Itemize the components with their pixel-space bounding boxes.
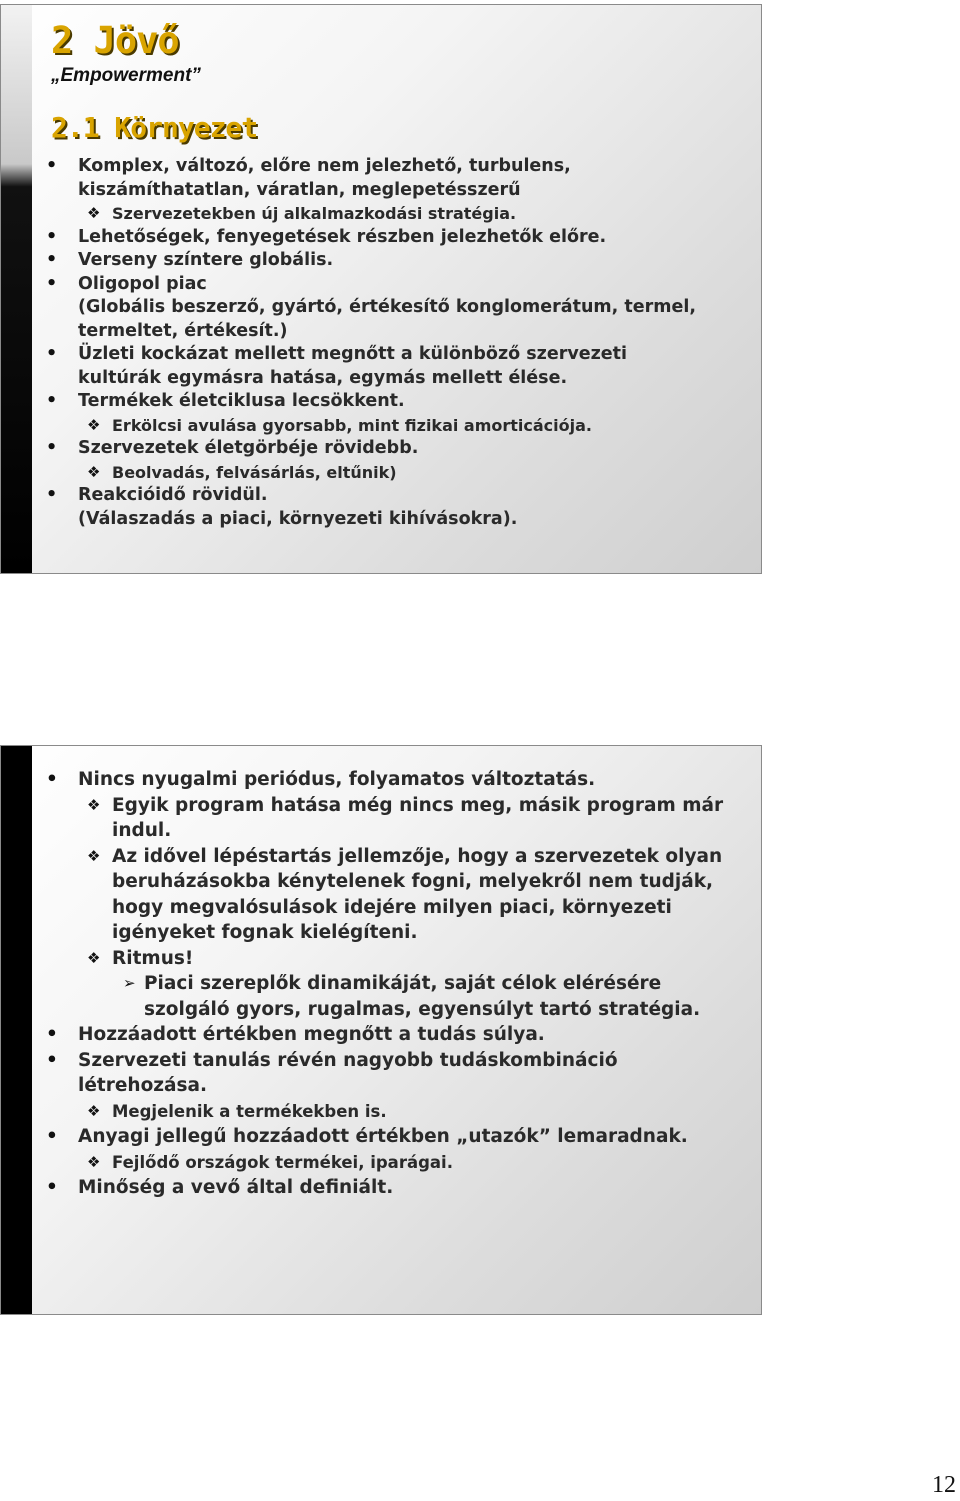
list-item bbox=[1, 296, 747, 320]
list-item bbox=[1, 971, 747, 997]
list-item-text: Szervezeti tanulás révén nagyobb tudáskombináció bbox=[78, 1049, 618, 1071]
list-item-text: Szervezetek életgörbéje rövidebb. bbox=[78, 438, 419, 458]
list-item-text: Beolvadás, felvásárlás, eltűnik) bbox=[112, 462, 397, 482]
diamond-bullet-icon: ❖ bbox=[87, 1152, 101, 1171]
list-item bbox=[1, 414, 747, 438]
section-heading: 2.1 Környezet bbox=[51, 111, 258, 144]
list-item bbox=[1, 895, 747, 921]
list-item bbox=[1, 179, 747, 203]
slide-continuation bbox=[0, 745, 762, 1315]
bullet-list bbox=[1, 767, 747, 1201]
bullet-list bbox=[1, 155, 747, 531]
diamond-bullet-icon: ❖ bbox=[87, 795, 101, 814]
list-item bbox=[1, 946, 747, 972]
bullet-icon: • bbox=[46, 1049, 58, 1071]
list-item-text: (Válaszadás a piaci, környezeti kihívásokra). bbox=[78, 508, 518, 529]
list-item bbox=[1, 202, 747, 226]
slide-title: 2 Jövő bbox=[51, 19, 179, 62]
list-item bbox=[1, 1099, 747, 1125]
list-item bbox=[1, 1175, 747, 1201]
slide-subtitle: „Empowerment” bbox=[51, 65, 201, 86]
list-item-text: Anyagi jellegű hozzáadott értékben „utazók” lemaradnak. bbox=[78, 1126, 688, 1147]
list-item bbox=[1, 367, 747, 391]
diamond-bullet-icon: ❖ bbox=[87, 204, 101, 222]
list-item-text: szolgáló gyors, rugalmas, egyensúlyt tartó stratégia. bbox=[144, 998, 701, 1020]
list-item-text: Hozzáadott értékben megnőtt a tudás súlya. bbox=[78, 1024, 545, 1045]
list-item bbox=[1, 390, 747, 414]
bullet-icon: • bbox=[46, 273, 58, 294]
list-item-text: Oligopol piac bbox=[78, 273, 207, 294]
bullet-icon: • bbox=[46, 1177, 58, 1198]
list-item-text: Verseny színtere globális. bbox=[78, 250, 334, 270]
list-item bbox=[1, 1073, 747, 1099]
bullet-icon: • bbox=[46, 226, 58, 247]
page-number: 12 bbox=[932, 1472, 956, 1498]
list-item bbox=[1, 508, 747, 532]
list-item-text: Termékek életciklusa lecsökkent. bbox=[78, 391, 405, 411]
list-item bbox=[1, 1022, 747, 1048]
list-item bbox=[1, 793, 747, 819]
list-item-text: termeltet, értékesít.) bbox=[78, 320, 288, 341]
list-item bbox=[1, 249, 747, 273]
list-item-text: Nincs nyugalmi periódus, folyamatos változtatás. bbox=[78, 769, 596, 790]
arrow-bullet-icon: ➢ bbox=[123, 974, 136, 992]
list-item bbox=[1, 320, 747, 344]
slide-environment bbox=[0, 4, 762, 574]
list-item bbox=[1, 484, 747, 508]
list-item-text: Minőség a vevő által definiált. bbox=[78, 1177, 394, 1198]
bullet-icon: • bbox=[46, 391, 58, 411]
list-item-text: Az idővel lépéstartás jellemzője, hogy a szervezetek olyan bbox=[112, 845, 723, 867]
list-item-text: Erkölcsi avulása gyorsabb, mint fizikai amorticációja. bbox=[112, 415, 592, 435]
list-item bbox=[1, 767, 747, 793]
list-item bbox=[1, 273, 747, 297]
list-item-text: Ritmus! bbox=[112, 947, 194, 969]
list-item-text: Egyik program hatása még nincs meg, másik program már bbox=[112, 794, 724, 816]
list-item bbox=[1, 1048, 747, 1074]
list-item bbox=[1, 1124, 747, 1150]
diamond-bullet-icon: ❖ bbox=[87, 1101, 101, 1120]
bullet-icon: • bbox=[46, 769, 58, 790]
list-item bbox=[1, 920, 747, 946]
list-item-text: Fejlődő országok termékei, iparágai. bbox=[112, 1152, 453, 1172]
list-item bbox=[1, 997, 747, 1023]
list-item-text: Piaci szereplők dinamikáját, saját célok elérésére bbox=[144, 973, 662, 994]
list-item bbox=[1, 461, 747, 485]
list-item-text: Szervezetekben új alkalmazkodási stratégia. bbox=[112, 204, 517, 223]
bullet-icon: • bbox=[46, 485, 58, 505]
list-item bbox=[1, 844, 747, 870]
list-item-text: hogy megvalósulások idejére milyen piaci, környezeti bbox=[112, 896, 672, 918]
list-item-text: beruházásokba kénytelenek fogni, melyekről nem tudják, bbox=[112, 871, 714, 892]
bullet-icon: • bbox=[46, 1024, 58, 1045]
bullet-icon: • bbox=[46, 438, 58, 458]
list-item-text: (Globális beszerző, gyártó, értékesítő konglomerátum, termel, bbox=[78, 297, 696, 317]
list-item-text: létrehozása. bbox=[78, 1075, 208, 1096]
list-item bbox=[1, 869, 747, 895]
diamond-bullet-icon: ❖ bbox=[87, 462, 101, 481]
diamond-bullet-icon: ❖ bbox=[87, 846, 101, 865]
list-item bbox=[1, 437, 747, 461]
list-item bbox=[1, 155, 747, 179]
list-item-text: kiszámíthatatlan, váratlan, meglepetésszerű bbox=[78, 179, 521, 200]
bullet-icon: • bbox=[46, 250, 58, 270]
list-item bbox=[1, 818, 747, 844]
diamond-bullet-icon: ❖ bbox=[87, 948, 101, 967]
list-item bbox=[1, 1150, 747, 1176]
bullet-icon: • bbox=[46, 344, 58, 364]
list-item-text: kultúrák egymásra hatása, egymás mellett élése. bbox=[78, 367, 568, 388]
bullet-icon: • bbox=[46, 156, 58, 176]
list-item bbox=[1, 343, 747, 367]
diamond-bullet-icon: ❖ bbox=[87, 415, 101, 434]
list-item-text: Megjelenik a termékekben is. bbox=[112, 1101, 387, 1121]
list-item-text: igényeket fognak kielégíteni. bbox=[112, 922, 418, 943]
list-item-text: Üzleti kockázat mellett megnőtt a különböző szervezeti bbox=[78, 344, 628, 364]
list-item-text: Lehetőségek, fenyegetések részben jelezhetők előre. bbox=[78, 226, 607, 247]
bullet-icon: • bbox=[46, 1126, 58, 1147]
list-item-text: indul. bbox=[112, 820, 172, 841]
list-item-text: Komplex, változó, előre nem jelezhető, turbulens, bbox=[78, 156, 571, 176]
list-item-text: Reakcióidő rövidül. bbox=[78, 485, 268, 505]
list-item bbox=[1, 226, 747, 250]
